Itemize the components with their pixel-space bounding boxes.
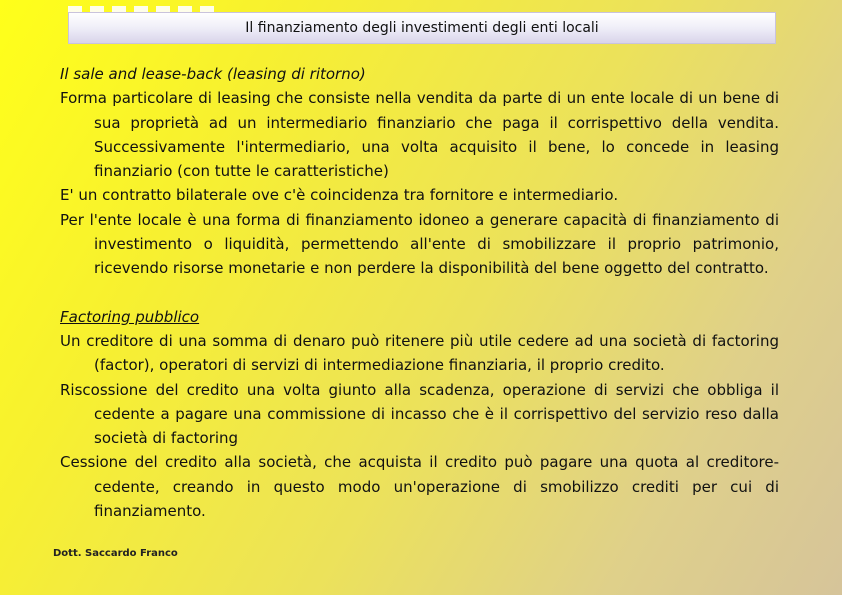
section-sale-lease-back: [60, 62, 779, 281]
footer-author: Dott. Saccardo Franco: [53, 548, 178, 559]
section-heading: Il sale and lease-back (leasing di ritorno): [60, 65, 366, 83]
paragraph: Forma particolare di leasing che consiste nella vendita da parte di un ente locale di un bene di sua proprietà ad un intermediario finanziario che paga il corrispettivo della vendita. Successivamente l'intermediario, una volta acquisito il bene, lo concede in leasing finanziario (con tutte le caratteristiche): [60, 89, 779, 181]
paragraph: Un creditore di una somma di denaro può ritenere più utile cedere ad una società di factoring (factor), operatori di servizi di intermediazione finanziaria, il proprio credito.: [60, 331, 779, 375]
section-factoring: [60, 305, 779, 524]
paragraph: Riscossione del credito una volta giunto alla scadenza, operazione di servizi che obbliga il cedente a pagare una commissione di incasso che è il corrispettivo del servizio reso dalla società di factoring: [60, 380, 779, 448]
slide-content: [60, 62, 779, 523]
paragraph: Cessione del credito alla società, che acquista il credito può pagare una quota al creditore-cedente, creando in questo modo un'operazione di smobilizzo crediti per cui di finanziamento.: [60, 453, 779, 521]
paragraph: Per l'ente locale è una forma di finanziamento idoneo a generare capacità di finanziamento di investimento o liquidità, permettendo all'ente di smobilizzare il proprio patrimonio, ricevendo risorse monetarie e non perdere la disponibilità del bene oggetto del contratto.: [60, 210, 779, 278]
slide-title-bar: [68, 12, 776, 44]
slide-title: Il finanziamento degli investimenti degli enti locali: [245, 20, 599, 36]
paragraph: E' un contratto bilaterale ove c'è coincidenza tra fornitore e intermediario.: [60, 186, 619, 205]
section-heading: Factoring pubblico: [60, 307, 200, 326]
